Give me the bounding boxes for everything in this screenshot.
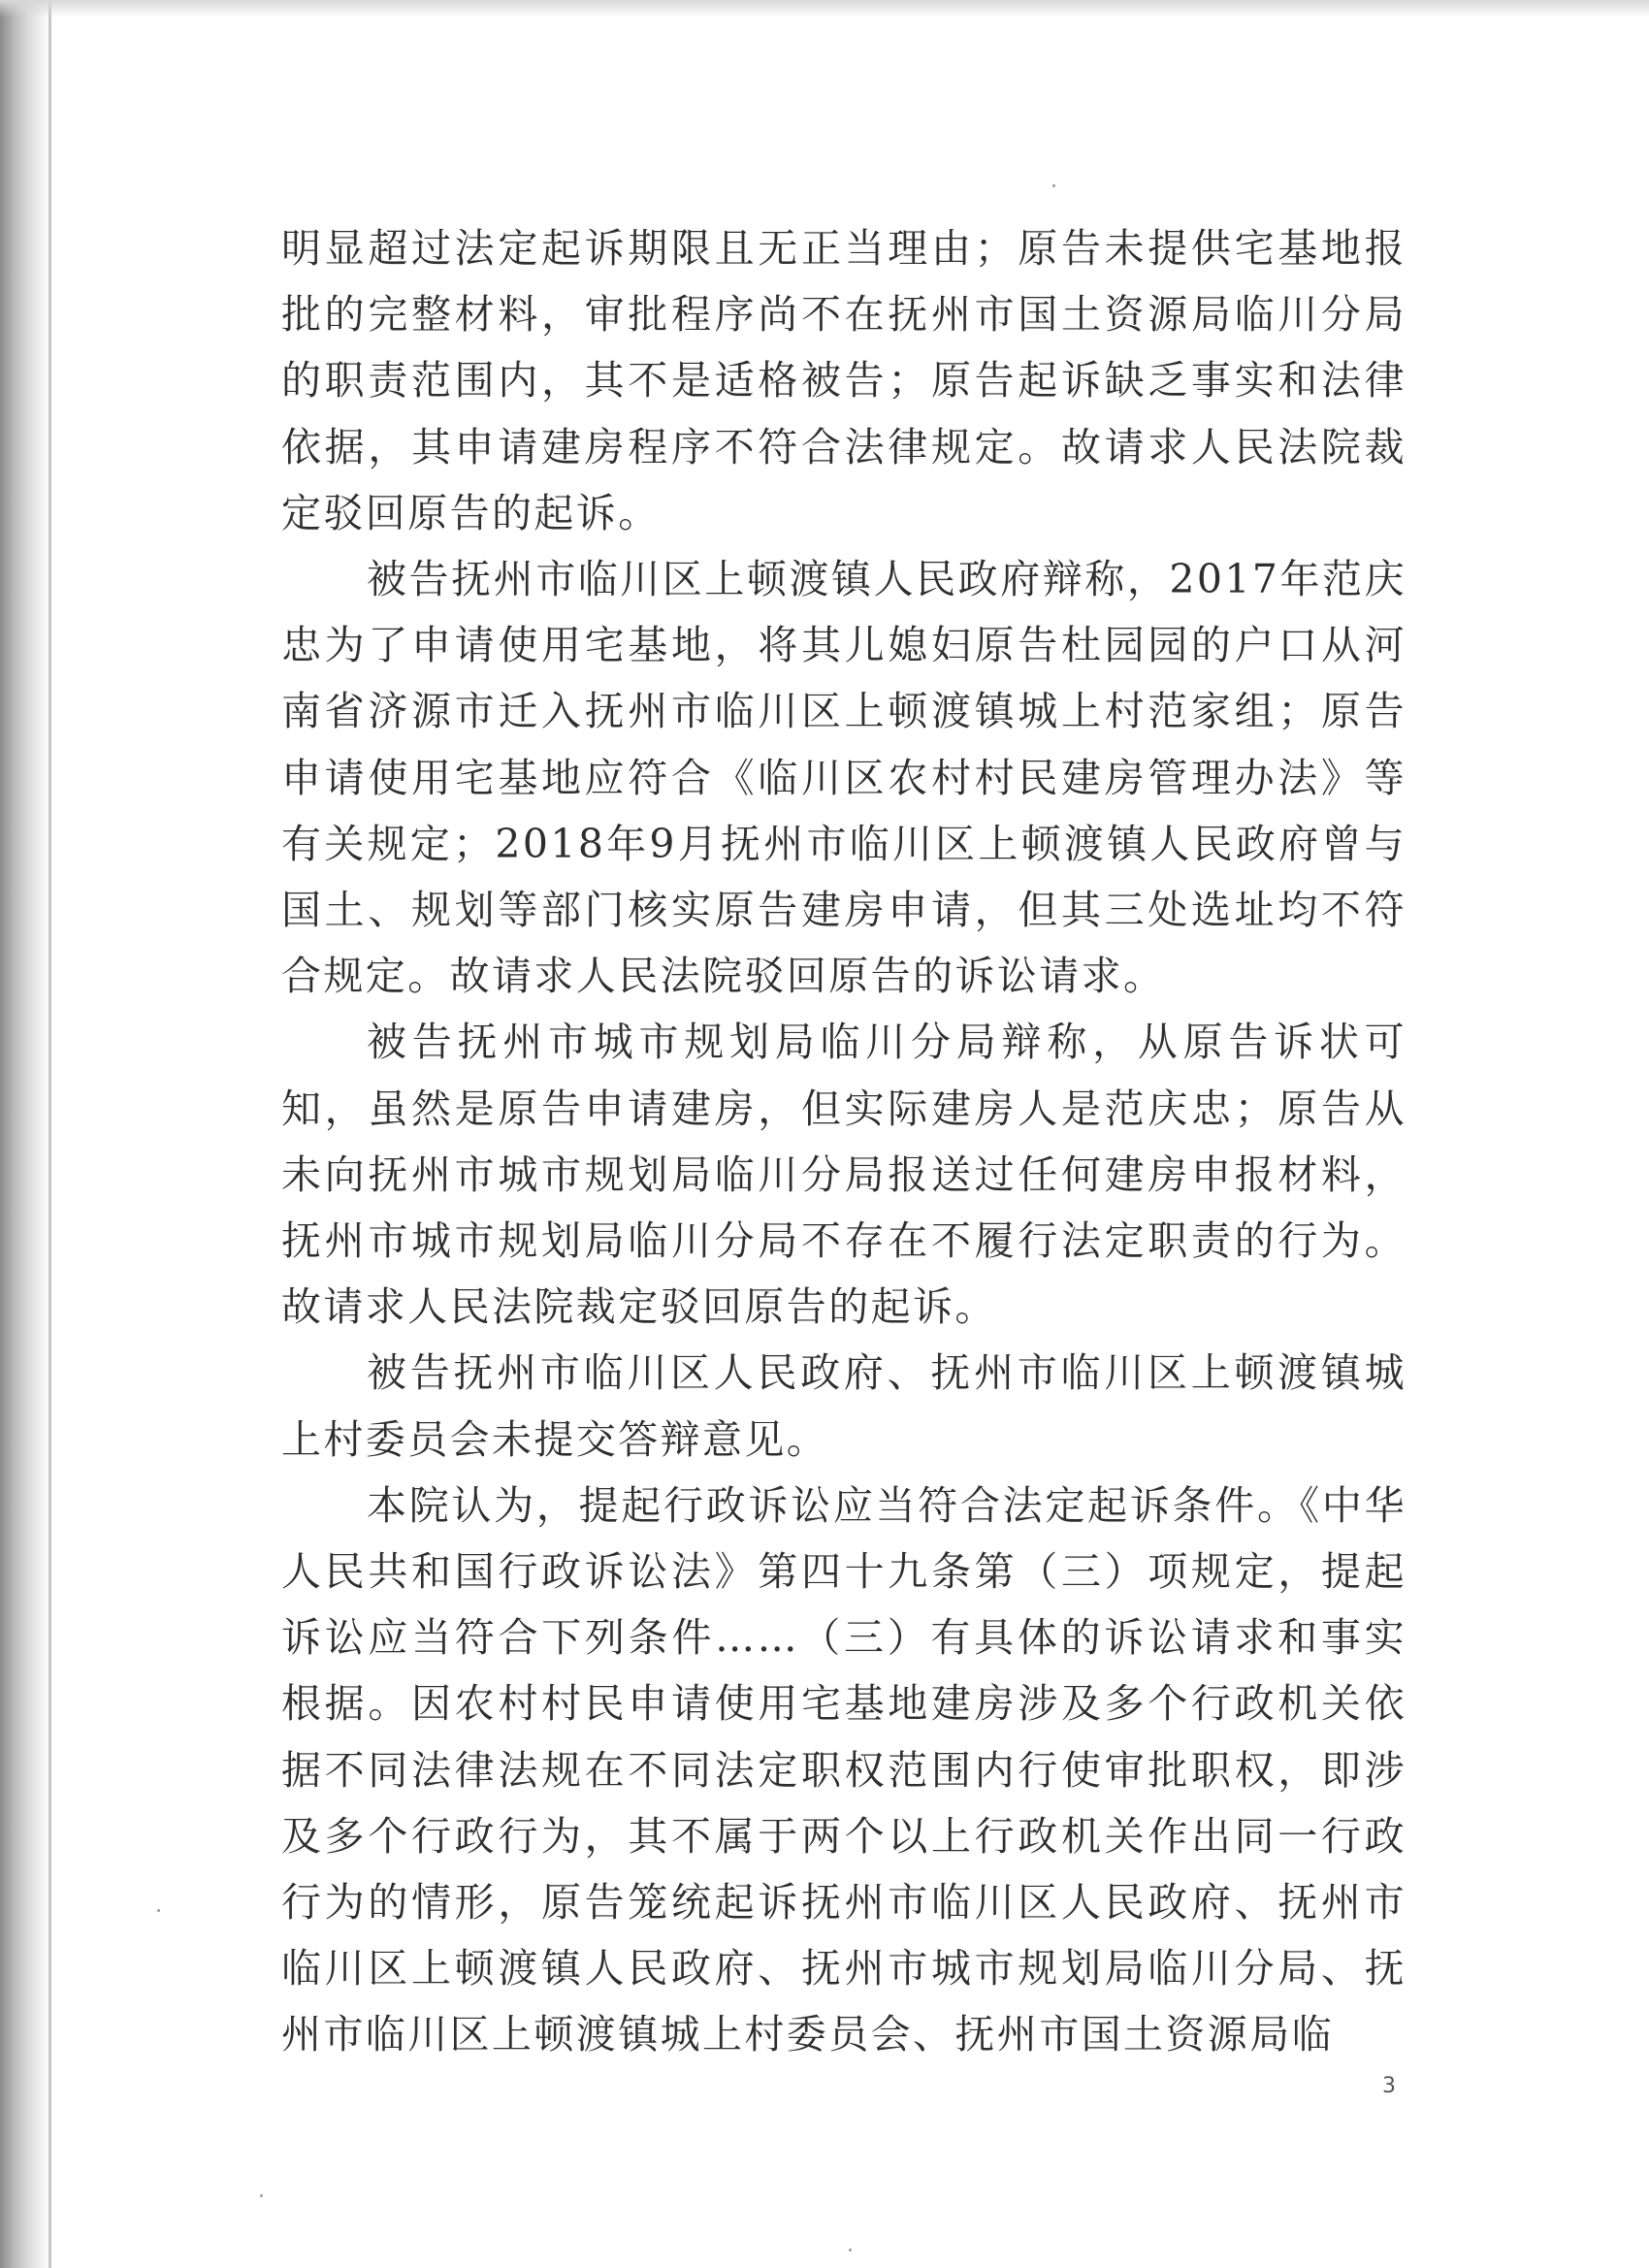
document-body: [281, 215, 1406, 2068]
paragraph-defendant-town-government: 被告抚州市临川区上顿渡镇人民政府辩称，2017年范庆忠为了申请使用宅基地，将其儿媳妇原告杜园园的户口从河南省济源市迁入抚州市临川区上顿渡镇城上村范家组；原告申请使用宅基地应符合《临川区农村村民建房管理办法》等有关规定；2018年9月抚州市临川区上顿渡镇人民政府曾与国土、规划等部门核实原告建房申请，但其三处选址均不符合规定。故请求人民法院驳回原告的诉讼请求。: [281, 556, 1406, 1000]
scan-speck: [849, 2249, 852, 2252]
scanner-top-shadow: [0, 0, 1649, 17]
paragraph-defendants-no-defense: 被告抚州市临川区人民政府、抚州市临川区上顿渡镇城上村委员会未提交答辩意见。: [281, 1349, 1406, 1463]
paragraph-defendant-planning-bureau: 被告抚州市城市规划局临川分局辩称，从原告诉状可知，虽然是原告申请建房，但实际建房人是范庆忠；原告从未向抚州市城市规划局临川分局报送过任何建房申报材料，抚州市城市规划局临川分局不存在不履行法定职责的行为。故请求人民法院裁定驳回原告的起诉。: [281, 1019, 1406, 1331]
page-number: 3: [1382, 2074, 1396, 2098]
paragraph-defendant-land-bureau-continued: 明显超过法定起诉期限且无正当理由；原告未提供宅基地报批的完整材料，审批程序尚不在抚州市国土资源局临川分局的职责范围内，其不是适格被告；原告起诉缺乏事实和法律依据，其申请建房程序不符合法律规定。故请求人民法院裁定驳回原告的起诉。: [281, 225, 1406, 536]
scanner-edge-line: [48, 0, 51, 2268]
scan-speck: [260, 2194, 263, 2197]
scan-speck: [1052, 184, 1055, 187]
scan-speck: [157, 1909, 160, 1912]
scanner-edge-shadow: [0, 0, 50, 2268]
paragraph-court-opinion: 本院认为，提起行政诉讼应当符合法定起诉条件。《中华人民共和国行政诉讼法》第四十九条第（三）项规定，提起诉讼应当符合下列条件……（三）有具体的诉讼请求和事实根据。因农村村民申请使用宅基地建房涉及多个行政机关依据不同法律法规在不同法定职权范围内行使审批职权，即涉及多个行政行为，其不属于两个以上行政机关作出同一行政行为的情形，原告笼统起诉抚州市临川区人民政府、抚州市临川区上顿渡镇人民政府、抚州市城市规划局临川分局、抚州市临川区上顿渡镇城上村委员会、抚州市国土资源局临: [281, 1481, 1406, 2058]
